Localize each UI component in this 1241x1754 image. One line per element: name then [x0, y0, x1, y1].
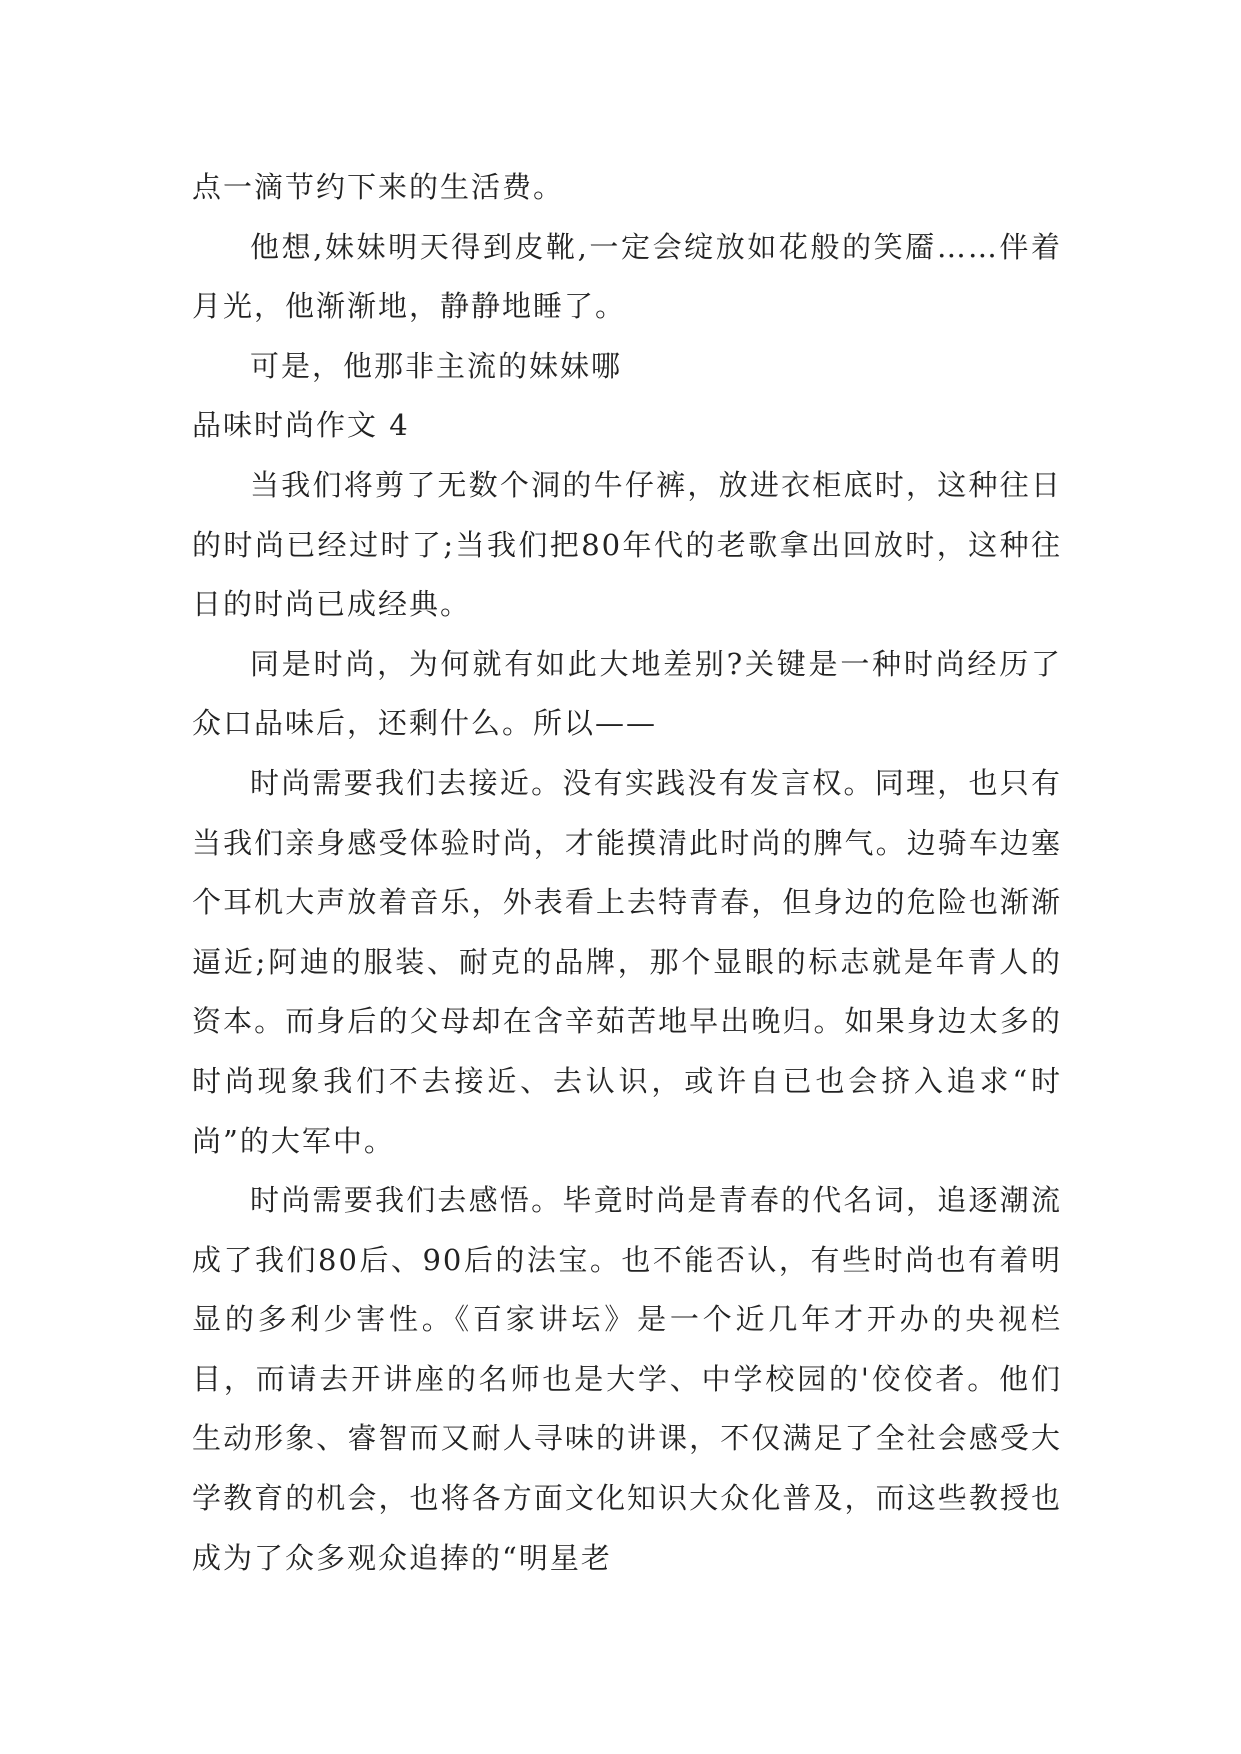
paragraph: 可是，他那非主流的妹妹哪: [250, 348, 623, 383]
paragraph: 同是时尚，为何就有如此大地差别?关键是一种时尚经历了众口品味后，还剩什么。所以——: [192, 646, 1062, 741]
section-title: 品味时尚作文 4: [192, 408, 410, 443]
document-body: [192, 158, 1062, 1588]
paragraph: 当我们将剪了无数个洞的牛仔裤，放进衣柜底时，这种往日的时尚已经过时了;当我们把80年代的老歌拿出回放时，这种往日的时尚已成经典。: [192, 467, 1062, 622]
paragraph-continuation: 点一滴节约下来的生活费。: [192, 170, 565, 204]
paragraph: 他想,妹妹明天得到皮靴,一定会绽放如花般的笑靥……伴着月光，他渐渐地，静静地睡了。: [192, 229, 1062, 324]
paragraph: 时尚需要我们去接近。没有实践没有发言权。同理，也只有当我们亲身感受体验时尚，才能摸清此时尚的脾气。边骑车边塞个耳机大声放着音乐，外表看上去特青春，但身边的危险也渐渐逼近;阿迪的服装、耐克的品牌，那个显眼的标志就是年青人的资本。而身后的父母却在含辛茹苦地早出晚归。如果身边太多的时尚现象我们不去接近、去认识，或许自已也会挤入追求“时尚”的大军中。: [192, 765, 1062, 1158]
paragraph: 时尚需要我们去感悟。毕竟时尚是青春的代名词，追逐潮流成了我们80后、90后的法宝。也不能否认，有些时尚也有着明显的多利少害性。《百家讲坛》是一个近几年才开办的央视栏目，而请去开讲座的名师也是大学、中学校园的'佼佼者。他们生动形象、睿智而又耐人寻味的讲课，不仅满足了全社会感受大学教育的机会，也将各方面文化知识大众化普及，而这些教授也成为了众多观众追捧的“明星老: [192, 1183, 1062, 1575]
